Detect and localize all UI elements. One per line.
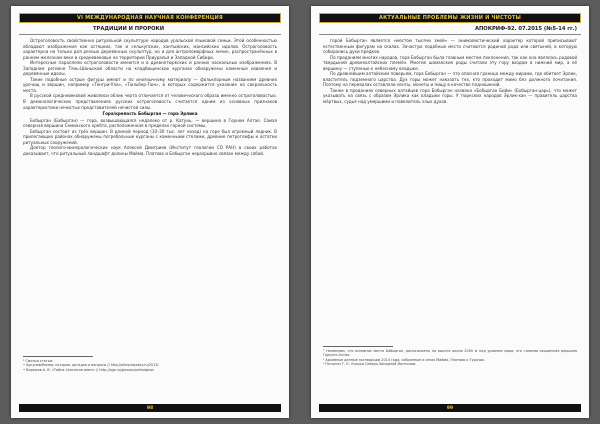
divider	[319, 34, 581, 35]
paragraph: Доктор геолого-минералогических наук Алексей Дмитриев (Институт геологии СО РАН) в своих работах доказывает, что ритуальный ландшафт долины Майма, Платово и Бобырган неразрывно связан между собой.	[23, 145, 277, 156]
footnote: ¹ Смотри статьи:	[23, 359, 54, 363]
footnote[interactable]: • Аукунов/Кемер: история, догадки и вопросы // http://altayodyssey.ru/2013/	[23, 363, 159, 368]
subsection-heading: Гора/крепость Бобырган — гора Эрлика	[102, 111, 198, 117]
divider	[19, 34, 281, 35]
header-title: АКТУАЛЬНЫЕ ПРОБЛЕМЫ ЖИЗНИ И ЧИСТОТЫ	[379, 15, 521, 21]
left-page	[11, 6, 289, 418]
paragraph: горой Бобырган является «местом тысячи змей» — анималистический характер которой приписывают естественным фигурам на скалах. Зачастую подобные места считаются родиной рода или святыней, в которую собирались духи предков.	[323, 38, 577, 55]
header-title: VI МЕЖДУНАРОДНАЯ НАУЧНАЯ КОНФЕРЕНЦИЯ	[77, 15, 223, 21]
paragraph: Такие подобные острые фигуры имеют и по иноязычному материалу — фольклорным названиям древних урочищ и вершин, например «Тенгри-Ула», «Тюльбер-Тюн», в которых содержится указание на сакральность места.	[23, 76, 277, 93]
footer-banner	[319, 404, 581, 412]
footer-banner	[19, 404, 281, 412]
paragraph: В русской средневековой живописи облик черта отличается от человеческого образа именно остроголовостью. В демонологических представлениях русских остроголовость считается одним из основных признаков характеристики нечистых представителей нечистой силы.	[23, 93, 277, 110]
footnotes	[23, 359, 277, 372]
header-banner	[19, 13, 281, 23]
right-page	[311, 6, 589, 418]
paragraph: Интересные параллели остроголовости имеются и в древнетюркских и ранних наскальных изображениях. В Западном регионе Тянь-Шаньской области на кладбищенских курганах обнаружены каменные изваяния и деревянные идолы.	[23, 60, 277, 77]
paragraph: Также в преданиях северных алтайцев гора Бобырган названа «Бобырган Бийи» (Бобырган-царь), что может указывать на связь с образом Эрлика как владыки горы. У тюркских народов Эрлик-хан — правитель царства мёртвых, судья над умершими и повелитель злых духов.	[323, 87, 577, 105]
footnote: ³ Потанин Г. Н. Очерки Северо-Западной Монголии.	[323, 361, 417, 366]
paragraph: Бобырган (Бабырган) — гора, возвышающаяся недалеко от р. Катунь, — вершина в Горном Алтае. Самая северная вершина Семинского хребта, расположенная в пределах горной системы.	[23, 117, 277, 129]
footnote: ¹ Напомним, что основное место Бабырган, расположено на высоте около 2000 м над уровнем моря; это главная священная вершина Горного Алтая.	[323, 349, 577, 358]
paragraph: По древнейшим алтайским поверьям, гора Бобырган — это опасная граница между мирами, где обитает Эрлик, властитель подземного царства. Дух горы может наказать тех, кто проходит мимо без должного почитания. Поэтому на перевалах оставляли ленты, монеты и пищу в качестве подношений.	[323, 71, 577, 88]
section-title: ТРАДИЦИИ И ПРОРОКИ	[93, 26, 165, 32]
footnote-divider	[323, 346, 393, 347]
article-body	[23, 38, 277, 156]
paragraph: Остроголовость свойственна ритуальной скульптуре народов уральской языковой семьи. Этой особенностью обладают изображения как остяцких, так и селькупских, хантыйских, мансийских идолов. Остроголовость характерна не только для резных деревянных скульптур, но и для антропоморфных личин, распространённых в раннем железном веке и средневековье на территории Приуралья и Западной Сибири.	[23, 38, 277, 60]
paragraph: Бобырган состоит из трёх вершин. В длиной период (10–30 тыс. лет назад) на горе был огромный ледник. В прилегающих районах обнаружены погребальные курганы с каменными стелами, древние петроглифы и остатки ритуальных сооружений.	[23, 128, 277, 145]
page-number: 99	[446, 405, 454, 411]
footnote[interactable]: • Бирюков А. В. «Тайна Сеннитов имен» // http://sgs.ru/glosses/onlinegloss	[23, 367, 154, 372]
footnotes	[323, 349, 577, 366]
header-banner	[319, 13, 581, 23]
footnote: ² Архивные данные экспедиции 2013 года, собранные в селах Майма, Платово и Турочак.	[323, 357, 486, 362]
paragraph: По преданиям многих народов, гора Бобырган была главным местом поклонения, так как она являлась родовой твердыней древнеалтайских племён. Многие шаманские роды считали эту гору входом в нижний мир, а её вершину — ступенью к небесному владыке.	[323, 54, 577, 71]
footnote-divider	[23, 356, 93, 357]
page-number: 98	[146, 405, 154, 411]
section-title: АПОКРИФ-92. 07.2015 (№5-14 гг.)	[474, 26, 577, 32]
article-body	[323, 38, 577, 105]
